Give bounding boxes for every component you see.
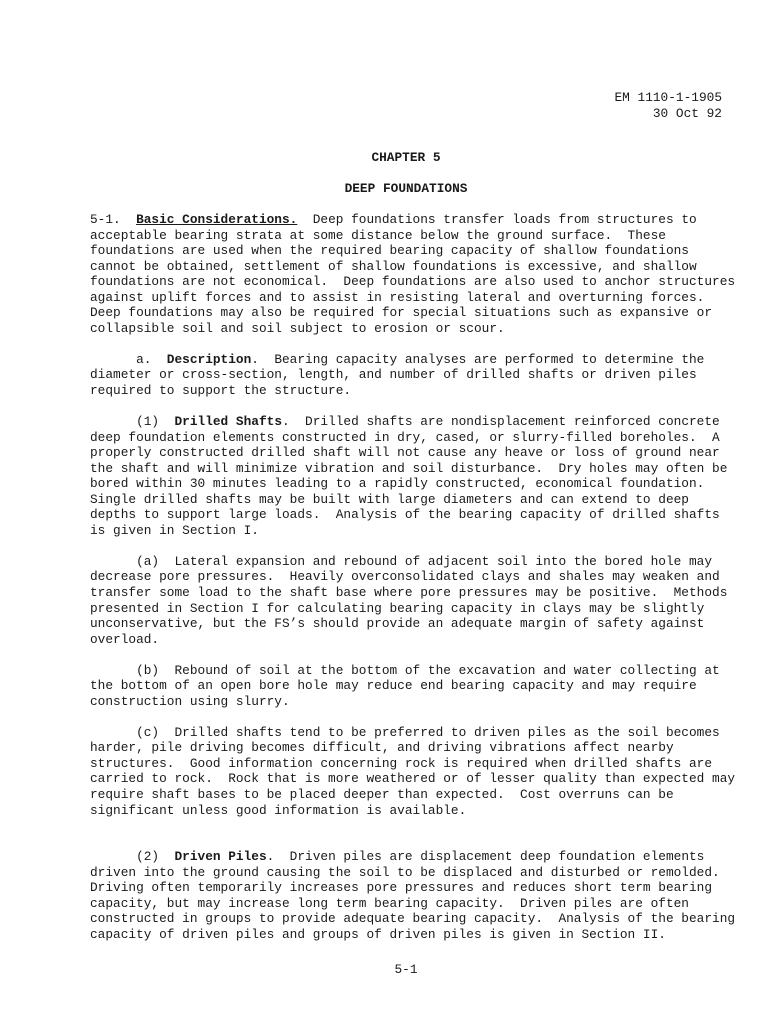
document-body — [90, 212, 740, 958]
chapter-number: CHAPTER 5 — [371, 150, 441, 165]
document-date: 30 Oct 92 — [652, 105, 722, 121]
paragraph-driven-piles — [90, 849, 740, 942]
paragraph-text: (a) Lateral expansion and rebound of adjacent soil into the bored hole may decrease pore pressures. Heavily overconsolidated clays and shales may weaken and transfer some load to the shaft base where pore pressures may be positive. Methods presented in Section I for calculating bearing capacity in clays may be slightly unconservative, but the FS’s should provide an adequate margin of safety against overload. — [90, 553, 728, 647]
document-id: EM 1110-1-1905 — [614, 90, 722, 105]
page-number: 5-1 — [394, 962, 418, 977]
paragraph-rebound-of-soil — [90, 663, 740, 710]
paragraph-number: (1) — [90, 414, 175, 430]
paragraph-drilled-shafts-preferred — [90, 725, 740, 818]
document-header — [614, 90, 722, 121]
section-heading: Description — [166, 351, 252, 367]
paragraph-lateral-expansion — [90, 554, 740, 647]
section-heading: Drilled Shafts — [174, 414, 282, 430]
section-heading: Driven Piles — [174, 849, 267, 865]
paragraph-text: (b) Rebound of soil at the bottom of the excavation and water collecting at the bottom of an open bore hole may reduce end bearing capacity and may require construction using slurry. — [90, 662, 720, 709]
paragraph-text: Deep foundations transfer loads from structures to acceptable bearing strata at some distance below the ground surface. These foundations are used when the required bearing capacity of shallow foundations cannot be obtained, settlement of shallow foundations is excessive, and shallow foundations are not economical. Deep foundations are also used to anchor structures against uplift forces and to assist in resisting lateral and overturning forces. Deep foundations may also be required for special situations such as expansive or collapsible soil and soil subject to erosion or scour. — [90, 212, 736, 336]
paragraph-text: . Driven piles are displacement deep foundation elements driven into the ground causing the soil to be displaced and disturbed or remolded. Driving often temporarily increases pore pressures and reduces short term bearing capacity, but may increase long term bearing capacity. Driven piles are often constructed in groups to provide adequate bearing capacity. Analysis of the bearing capacity of driven piles and groups of driven piles is given in Section II. — [90, 849, 736, 942]
paragraph-number: 5-1. — [90, 212, 137, 227]
paragraph-number: (2) — [90, 849, 175, 865]
paragraph-text: . Bearing capacity analyses are performed to determine the diameter or cross-section, length, and number of drilled shafts or driven piles required to support the structure. — [90, 351, 705, 398]
paragraph-text: (c) Drilled shafts tend to be preferred to driven piles as the soil becomes harder, pile driving becomes difficult, and driving vibrations affect nearby structures. Good information concerning rock is required when drilled shafts are carried to rock. Rock that is more weathered or of lesser quality than expected may require shaft bases to be placed deeper than expected. Cost overruns can be significant unless good information is available. — [90, 724, 736, 818]
section-heading: Basic Considerations. — [136, 212, 298, 227]
paragraph-basic-considerations — [90, 212, 740, 336]
chapter-title: DEEP FOUNDATIONS — [344, 181, 468, 196]
paragraph-drilled-shafts — [90, 414, 740, 538]
paragraph-text: . Drilled shafts are nondisplacement reinforced concrete deep foundation elements constructed in dry, cased, or slurry-filled boreholes. A properly constructed drilled shaft will not cause any heave or loss of ground near the shaft and will minimize vibration and soil disturbance. Dry holes may often be bored within 30 minutes leading to a rapidly constructed, economical foundation. Single drilled shafts may be built with large diameters and can extend to deep depths to support large loads. Analysis of the bearing capacity of drilled shafts is given in Section I. — [90, 414, 728, 538]
paragraph-number: a. — [90, 351, 167, 367]
paragraph-description — [90, 352, 740, 399]
